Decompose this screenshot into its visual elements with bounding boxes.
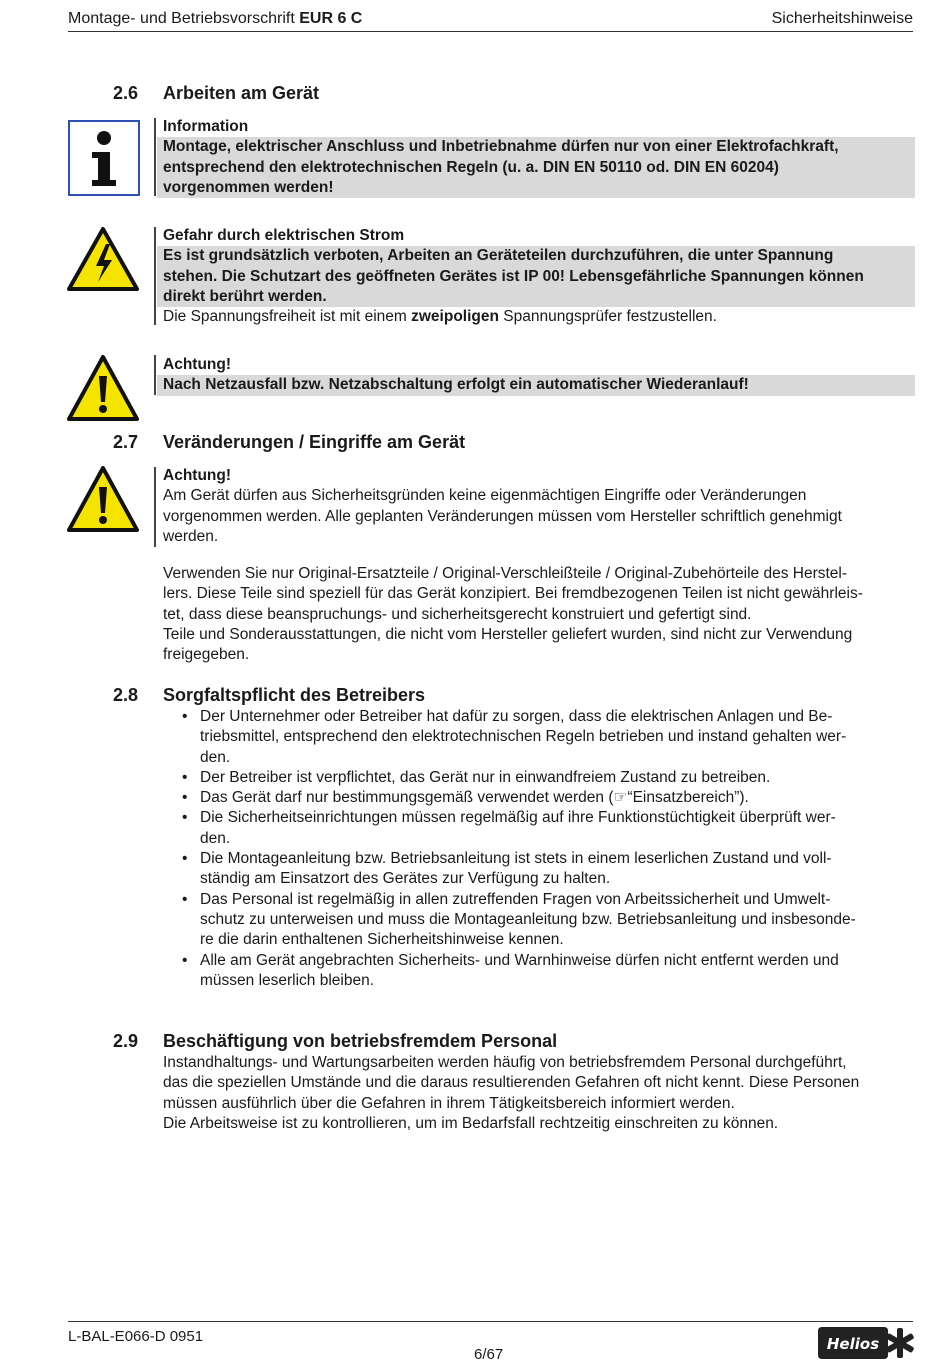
header-section-name: Sicherheitshinweise xyxy=(771,10,913,27)
warning-icon xyxy=(66,465,140,538)
list-item-line: • Alle am Gerät angebrachten Sicherheits- und Warnhinweise dürfen nicht entfernt werden und xyxy=(200,951,839,969)
note-emphasis: zweipoligen xyxy=(411,308,499,326)
info-line: vorgenommen werden! xyxy=(163,178,334,196)
list-item-line: • Das Personal ist regelmäßig in allen zutreffenden Fragen von Arbeitssicherheit und Umwelt- xyxy=(200,890,831,908)
information-icon xyxy=(68,120,140,201)
list-item-line: • Der Unternehmer oder Betreiber hat dafür zu sorgen, dass die elektrischen Anlagen und Be- xyxy=(200,708,833,725)
logo-text: Helios xyxy=(826,1335,880,1353)
paragraph-line: Instandhaltungs- und Wartungsarbeiten werden häufig von betriebsfremdem Personal durchgeführt, xyxy=(163,1054,847,1071)
caution-callout xyxy=(163,466,915,547)
caution-callout-bar xyxy=(154,355,156,395)
helios-logo xyxy=(814,1325,914,1366)
parts-paragraph xyxy=(163,564,915,665)
electric-hazard-icon xyxy=(66,226,140,297)
section-number: 2.6 xyxy=(113,83,139,103)
info-line: Montage, elektrischer Anschluss und Inbetriebnahme dürfen nur von einer Elektrofachkraft, xyxy=(163,138,839,156)
danger-line: Es ist grundsätzlich verboten, Arbeiten an Geräteteilen durchzuführen, die unter Spannung xyxy=(163,247,834,265)
paragraph-line: tet, dass diese beanspruchungs- und sicherheitsgerecht konstruiert und gefertigt sind. xyxy=(163,605,752,623)
paragraph-line: Teile und Sonderausstattungen, die nicht vom Hersteller geliefert wurden, sind nicht zur Verwendung xyxy=(163,625,853,643)
list-item-line: müssen leserlich bleiben. xyxy=(200,971,375,989)
section-title: Beschäftigung von betriebsfremdem Personal xyxy=(163,1031,558,1051)
list-item-line: triebsmittel, entsprechend den elektrotechnischen Regeln betrieben und instand gehalten wer- xyxy=(200,728,847,746)
paragraph-line: müssen ausführlich über die Gefahren in ihrem Tätigkeitsbereich informiert werden. xyxy=(163,1094,735,1112)
section-title: Sorgfaltspflicht des Betreibers xyxy=(163,685,426,705)
warning-icon xyxy=(66,354,140,427)
caution-label: Achtung! xyxy=(163,467,232,484)
external-staff-paragraph xyxy=(163,1053,915,1134)
header-title xyxy=(68,10,362,28)
list-item xyxy=(157,951,933,992)
list-item-line: den. xyxy=(200,748,231,766)
section-number: 2.8 xyxy=(113,685,139,705)
paragraph-line: Verwenden Sie nur Original-Ersatzteile / Original-Verschleißteile / Original-Zubehörteile des Herstel- xyxy=(163,565,848,582)
paragraph-line: Die Arbeitsweise ist zu kontrollieren, um im Bedarfsfall rechtzeitig einschreiten zu können. xyxy=(163,1114,779,1132)
header-model: EUR 6 C xyxy=(299,10,363,27)
header-rule xyxy=(68,31,913,32)
caution-line: werden. xyxy=(163,527,219,545)
list-item-line: • Die Montageanleitung bzw. Betriebsanleitung ist stets in einem leserlichen Zustand und voll- xyxy=(200,850,832,868)
danger-line: stehen. Die Schutzart des geöffneten Gerätes ist IP 00! Lebensgefährliche Spannungen können xyxy=(163,267,864,285)
list-item-line: ständig am Einsatzort des Gerätes zur Verfügung zu halten. xyxy=(200,870,611,888)
info-text xyxy=(157,137,915,198)
caution-label: Achtung! xyxy=(163,356,232,373)
section-number: 2.7 xyxy=(113,432,139,452)
danger-callout-bar xyxy=(154,227,156,325)
list-item xyxy=(157,707,933,768)
paragraph-line: freigegeben. xyxy=(163,646,250,664)
paragraph-line: das die speziellen Umstände und die daraus resultierenden Gefahren oft nicht kennt. Diese Personen xyxy=(163,1074,860,1092)
document-code: L-BAL-E066-D 0951 xyxy=(68,1328,204,1345)
section-number: 2.9 xyxy=(113,1031,139,1051)
danger-label: Gefahr durch elektrischen Strom xyxy=(163,227,405,244)
list-item-line: • Die Sicherheitseinrichtungen müssen regelmäßig auf ihre Funktionstüchtigkeit überprüft wer- xyxy=(200,809,836,827)
danger-callout xyxy=(163,226,915,327)
caution-callout-bar xyxy=(154,467,156,547)
page-number: 6/67 xyxy=(474,1346,504,1363)
info-label: Information xyxy=(163,118,249,135)
danger-line: direkt berührt werden. xyxy=(163,287,327,305)
list-item xyxy=(157,788,933,808)
list-item-line: • Der Betreiber ist verpflichtet, das Gerät nur in einwandfreiem Zustand zu betreiben. xyxy=(200,768,771,786)
info-line: entsprechend den elektrotechnischen Regeln (u. a. DIN EN 50110 od. DIN EN 60204) xyxy=(163,158,779,176)
caution-line: Am Gerät dürfen aus Sicherheitsgründen keine eigenmächtigen Eingriffe oder Veränderungen xyxy=(163,487,807,505)
caution-text: Nach Netzausfall bzw. Netzabschaltung erfolgt ein automatischer Wiederanlauf! xyxy=(157,375,915,395)
section-title: Veränderungen / Eingriffe am Gerät xyxy=(163,432,466,452)
info-callout-bar xyxy=(154,118,156,196)
caution-line: vorgenommen werden. Alle geplanten Veränderungen müssen vom Hersteller schriftlich genehmigt xyxy=(163,507,842,525)
danger-text xyxy=(157,246,915,307)
info-callout xyxy=(163,117,915,198)
list-item xyxy=(157,890,933,951)
note-text: Die Spannungsfreiheit ist mit einem xyxy=(163,308,412,326)
list-item-line: schutz zu unterweisen und muss die Montageanleitung bzw. Betriebsanleitung und insbesonde- xyxy=(200,910,856,928)
list-item-line: den. xyxy=(200,829,231,847)
list-item xyxy=(157,768,933,788)
section-title: Arbeiten am Gerät xyxy=(163,83,320,103)
header-title-prefix: Montage- und Betriebsvorschrift xyxy=(68,10,300,27)
danger-note xyxy=(163,307,915,327)
note-text: Spannungsprüfer festzustellen. xyxy=(498,308,717,326)
paragraph-line: lers. Diese Teile sind speziell für das Gerät konzipiert. Bei fremdbezogenen Teilen ist nicht gewährleis- xyxy=(163,585,863,603)
list-item-line: re die darin enthaltenen Sicherheitshinweise kennen. xyxy=(200,931,564,949)
list-item xyxy=(157,808,933,849)
list-item-line: • Das Gerät darf nur bestimmungsgemäß verwendet werden (☞“Einsatzbereich”). xyxy=(200,789,749,807)
footer-rule xyxy=(68,1321,913,1322)
caution-callout xyxy=(163,355,915,396)
operator-duties-list xyxy=(163,707,933,991)
list-item xyxy=(157,849,933,890)
